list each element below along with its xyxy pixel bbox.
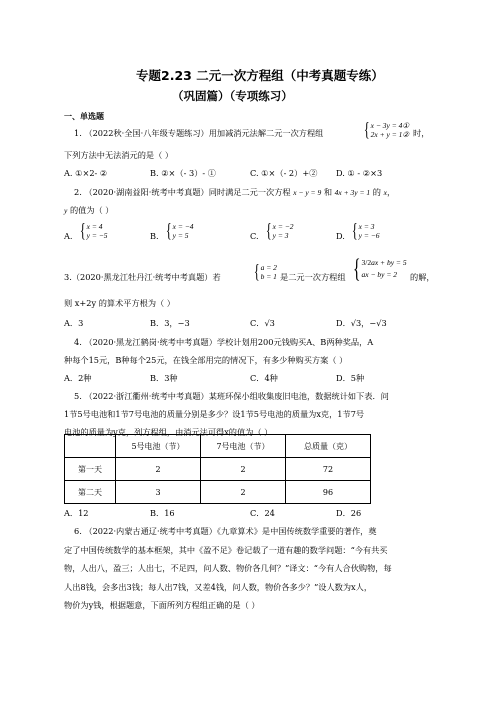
q3-equation-system: { 3/2ax + by = 5 ax − by = 2 <box>352 254 407 283</box>
q6-stem-line5: 物价为y钱，根据题意，下面所列方程组正确的是（ ） <box>64 600 260 610</box>
q1-option-c[interactable]: C. ①×（- 2）+② <box>250 168 318 178</box>
q2-stem: 2. （2020·湖南益阳·统考中考真题）同时满足二元一次方程 x − y = 9 和 4x + 3y = 1 的 x， <box>74 187 396 197</box>
q3-option-d[interactable]: D．√3，−√3 <box>336 318 387 328</box>
table-cell: 第二天 <box>65 481 116 504</box>
q5-option-d[interactable]: D．26 <box>336 508 362 518</box>
brace-icon: { <box>352 254 361 283</box>
q6-stem-line4: 人出8钱，会多出3钱；每人出7钱，又差4钱，问人数，物价各多少？”设人数为x人， <box>64 582 373 592</box>
q2-option-c[interactable]: { x = −2 y = 3 <box>265 220 294 242</box>
q2-option-a[interactable]: { x = 4 y = −5 <box>79 220 108 242</box>
table-header-cell: 总质量（克） <box>286 435 371 458</box>
q6-stem: 6. （2022·内蒙古通辽·统考中考真题）《九章算术》是中国传统数学重要的著作，奠 <box>74 526 377 536</box>
q2-option-b[interactable]: { x = −4 y = 5 <box>165 220 194 242</box>
table-header-row <box>65 435 371 458</box>
q5-option-c[interactable]: C．24 <box>250 508 275 518</box>
q5-stem: 5. （2022·浙江衢州·统考中考真题）某班环保小组收集废旧电池，数据统计如下表．问 <box>74 391 389 401</box>
q1-stem-suffix: 时， <box>413 128 430 138</box>
q3-stem-line2: 则 x+2y 的算术平方根为（ ） <box>64 298 175 308</box>
battery-data-table <box>64 434 371 504</box>
q4-option-a[interactable]: A．2种 <box>64 373 92 383</box>
q4-option-b[interactable]: B．3种 <box>150 373 178 383</box>
q6-stem-line2: 定了中国传统数学的基本框架，其中《盈不足》卷记载了一道有趣的数学问题：“今有共买 <box>64 545 388 555</box>
q2-option-d-label[interactable]: D. <box>336 231 345 241</box>
table-header-cell: 5号电池（节） <box>116 435 201 458</box>
q3-stem-suffix: 的解， <box>410 272 435 282</box>
table-cell: 第一天 <box>65 458 116 481</box>
q3-option-b[interactable]: B．3，−3 <box>150 318 190 328</box>
table-cell: 2 <box>201 458 286 481</box>
q4-option-d[interactable]: D．5种 <box>336 373 365 383</box>
table-header-cell <box>65 435 116 458</box>
q1-option-b[interactable]: B. ②×（- 3）- ① <box>150 168 216 178</box>
brace-icon: { <box>265 220 272 242</box>
q1-option-d[interactable]: D. ① - ②×3 <box>336 168 383 178</box>
q5-stem-line2: 1节5号电池和1节7号电池的质量分别是多少？设1节5号电池的质量为x克，1节7号 <box>64 409 365 419</box>
q2-option-c-label[interactable]: C. <box>250 231 259 241</box>
table-cell: 3 <box>116 481 201 504</box>
brace-icon: { <box>165 220 172 242</box>
q5-stem-line3: 电池的质量为y克，列方程组，由消元法可得x的值为（ ） <box>64 427 273 437</box>
table-row <box>65 458 371 481</box>
q3-option-a[interactable]: A．3 <box>64 318 84 328</box>
table-cell: 2 <box>201 481 286 504</box>
section-heading: 一、单选题 <box>64 112 104 121</box>
q5-option-b[interactable]: B．16 <box>150 508 175 518</box>
table-row <box>65 481 371 504</box>
page-title: 专题2.23 二元一次方程组（中考真题专练） <box>136 68 384 83</box>
q1-stem: 1. （2022秋·全国·八年级专题练习）用加减消元法解二元一次方程组 <box>74 128 324 138</box>
table-cell: 72 <box>286 458 371 481</box>
q1-option-a[interactable]: A. ①×2- ② <box>64 168 108 178</box>
page-subtitle: （巩固篇）（专项练习） <box>172 89 293 103</box>
q1-equation-system <box>360 120 409 140</box>
q2-stem-line2: y 的值为（ ） <box>64 205 114 215</box>
table-cell: 96 <box>286 481 371 504</box>
q4-stem: 4. （2020·黑龙江鹤岗·统考中考真题）学校计划用200元钱购买A、B两种奖品，A <box>74 337 374 347</box>
q2-option-a-label[interactable]: A. <box>64 231 73 241</box>
brace-icon: { <box>253 261 260 283</box>
q3-option-c[interactable]: C．√3 <box>250 318 275 328</box>
table-header-cell: 7号电池（节） <box>201 435 286 458</box>
q4-option-c[interactable]: C．4种 <box>250 373 278 383</box>
q2-option-d[interactable]: { x = 3 y = −6 <box>351 220 380 242</box>
q1-eq1: x − 3y = 4① <box>370 120 410 130</box>
q3-solution-system: { a = 2 b = 1 <box>253 261 277 283</box>
q5-option-a[interactable]: A．12 <box>64 508 89 518</box>
q4-stem-line2: 种每个15元，B种每个25元，在钱全部用完的情况下，有多少种购买方案（ ） <box>64 355 348 365</box>
q2-option-b-label[interactable]: B. <box>150 231 159 241</box>
q3-stem: 3.（2020·黑龙江牡丹江·统考中考真题）若 <box>64 272 221 282</box>
q1-eq2: 2x + y = 1② <box>370 130 410 139</box>
q1-stem-line2: 下列方法中无法消元的是（ ） <box>64 150 174 160</box>
brace-icon: { <box>363 119 370 141</box>
brace-icon: { <box>351 220 358 242</box>
q6-stem-line3: 物，人出八，盈三；人出七，不足四，问人数、物价各几何？”译文：“今有人合伙购物，每 <box>64 563 392 573</box>
table-cell: 2 <box>116 458 201 481</box>
brace-icon: { <box>79 220 86 242</box>
q3-stem-mid: 是二元一次方程组 <box>280 272 346 282</box>
